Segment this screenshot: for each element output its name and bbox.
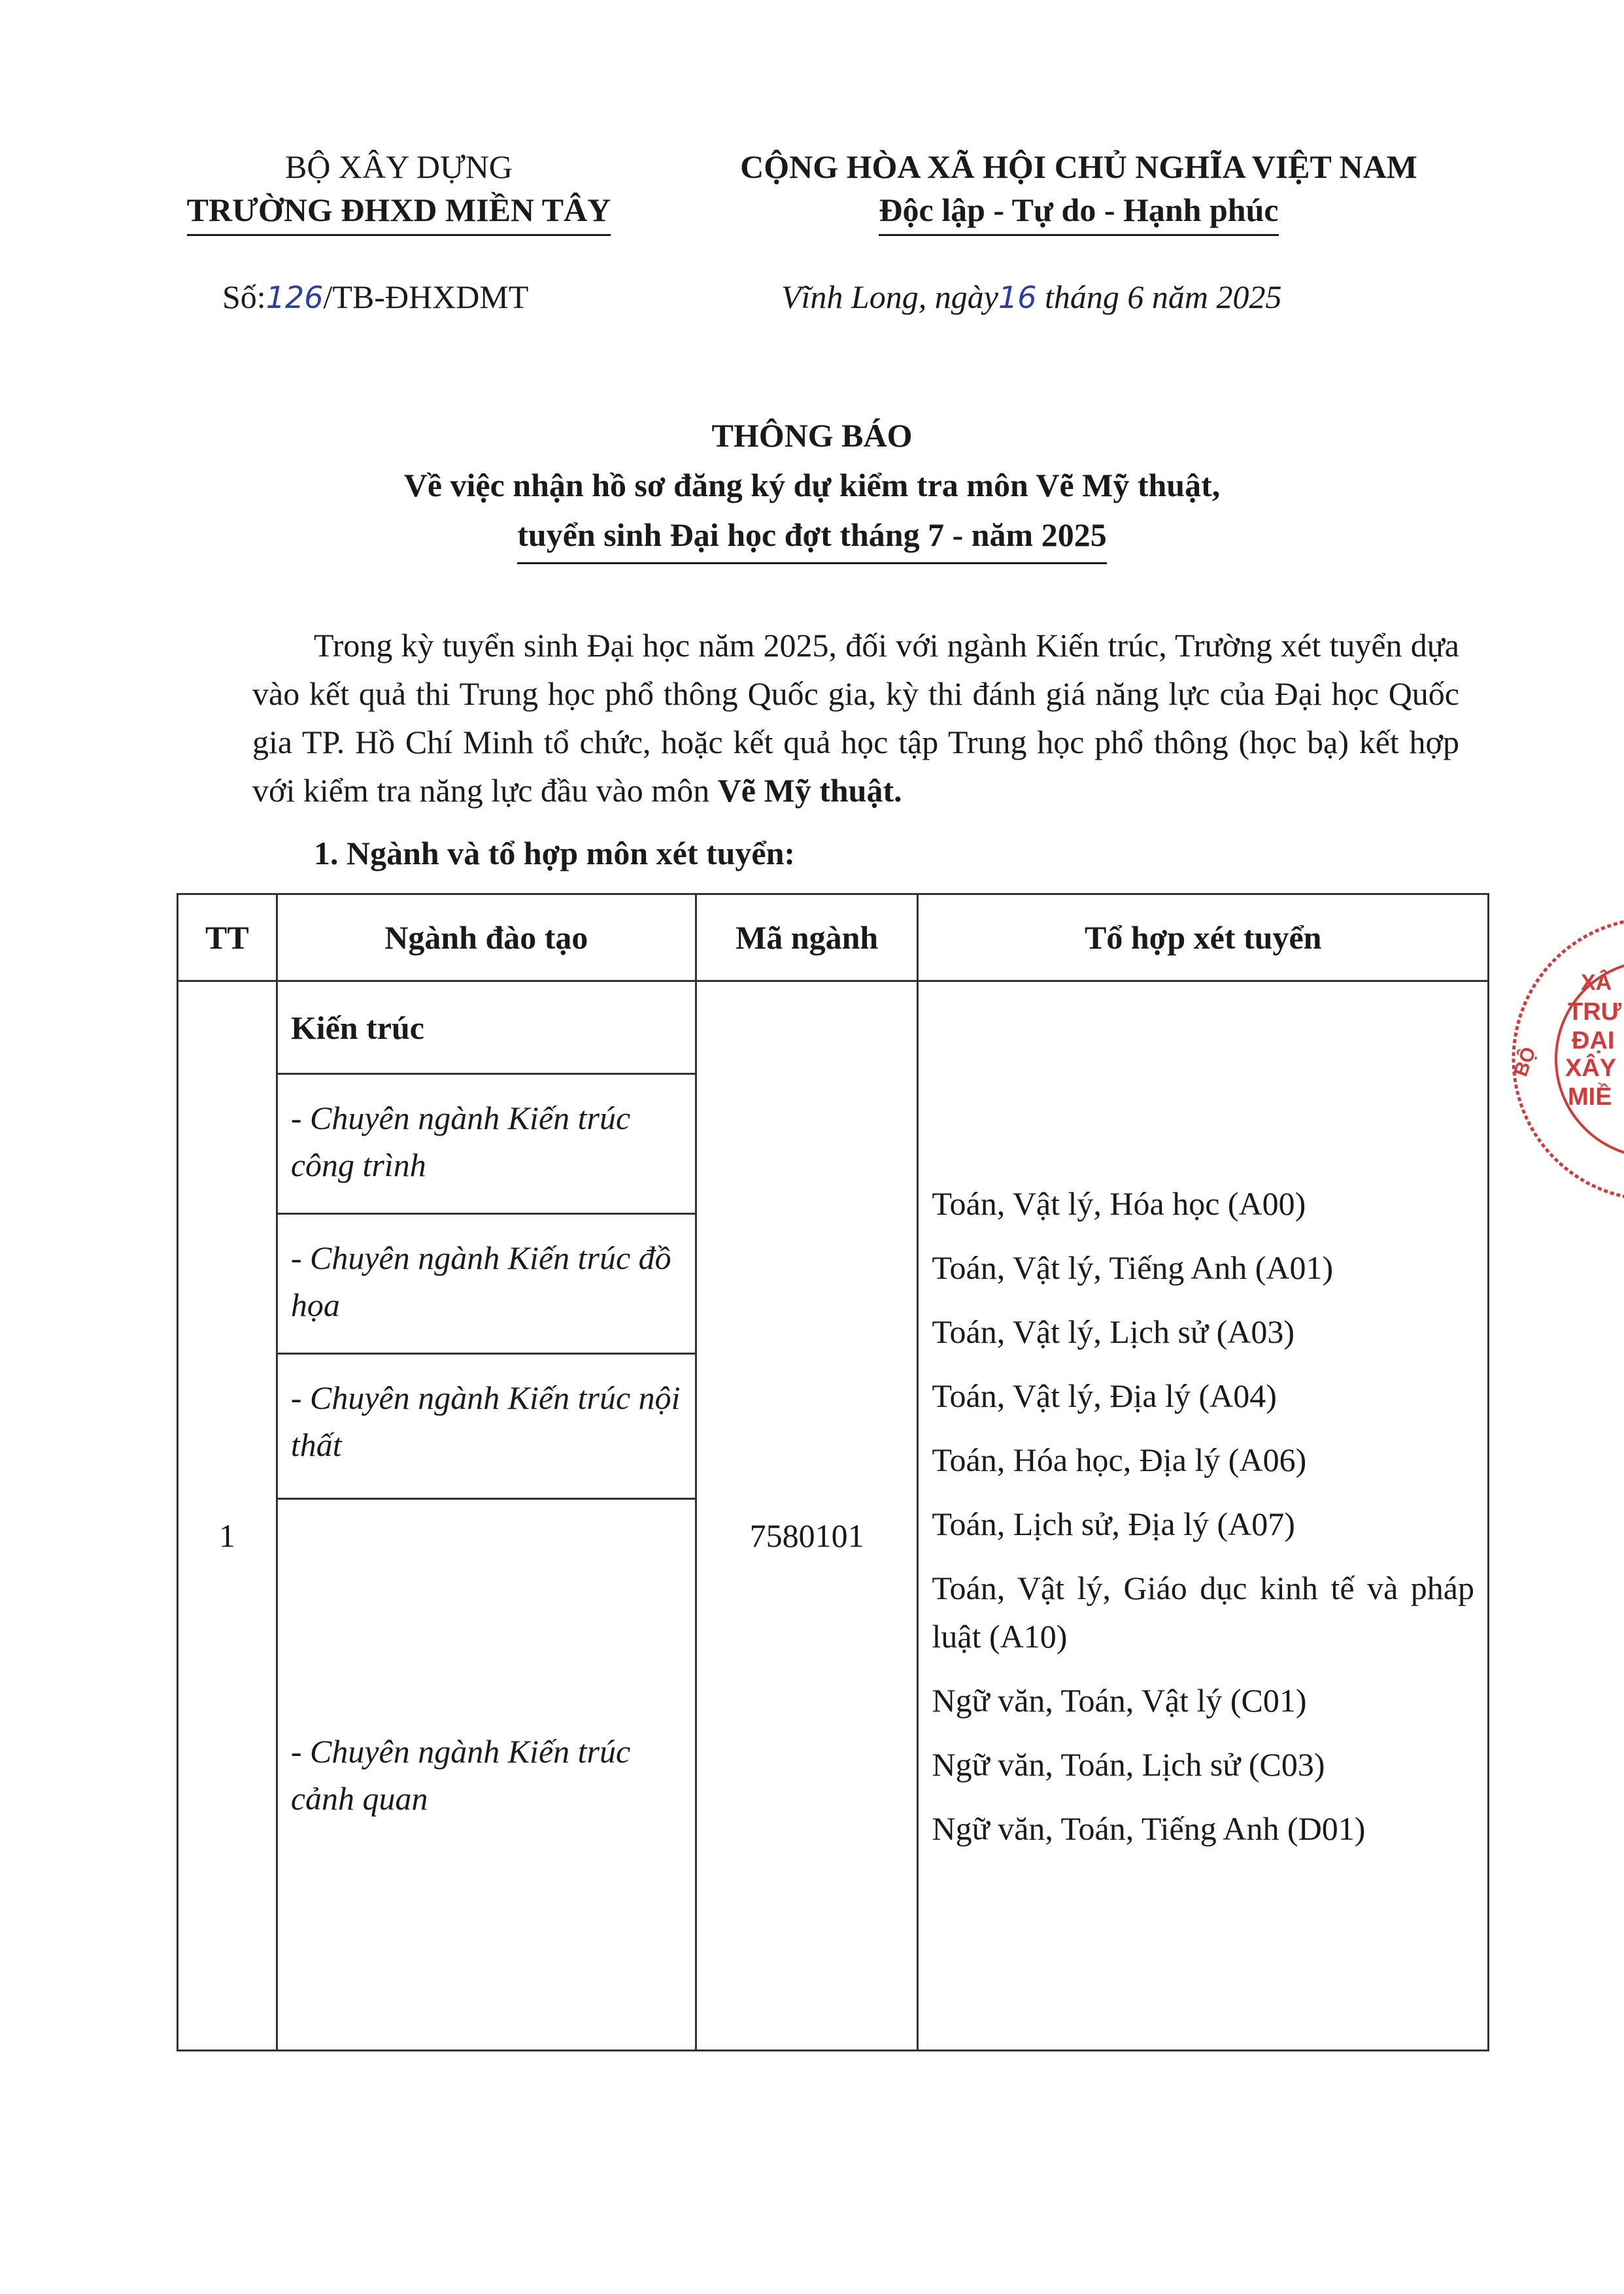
- notice-title: [0, 411, 1624, 564]
- handwritten-day: 16: [998, 280, 1037, 315]
- list-item: Toán, Vật lý, Tiếng Anh (A01): [932, 1249, 1334, 1286]
- header-combinations: Tổ hợp xét tuyển: [918, 894, 1489, 981]
- table-header-row: [178, 894, 1489, 981]
- list-item: Toán, Vật lý, Giáo dục kinh tế và pháp luật (A10): [932, 1570, 1474, 1655]
- ministry-name: BỘ XÂY DỰNG: [284, 148, 513, 185]
- place-date: Vĩnh Long, ngày16 tháng 6 năm 2025: [781, 278, 1282, 315]
- section-heading: 1. Ngành và tổ hợp môn xét tuyển:: [314, 835, 796, 871]
- specialization-cell: - Chuyên ngành Kiến trúc cảnh quan: [277, 1499, 696, 2051]
- agency-header: [150, 145, 647, 236]
- major-name: Kiến trúc: [277, 981, 696, 1074]
- majors-table: [177, 893, 1489, 2051]
- list-item: Ngữ văn, Toán, Vật lý (C01): [932, 1682, 1307, 1719]
- combination-list: [919, 1172, 1487, 1861]
- header-code: Mã ngành: [696, 894, 918, 981]
- row-number: 1: [178, 981, 277, 2051]
- document-number: Số:126/TB-ĐHXDMT: [222, 278, 529, 315]
- table-row: [178, 981, 1489, 1074]
- seal-text: MIỀ: [1568, 1083, 1612, 1111]
- seal-ring-text: BỘ: [1510, 1044, 1540, 1079]
- national-header: [680, 145, 1478, 236]
- title-line-1: THÔNG BÁO: [711, 417, 913, 454]
- intro-paragraph: Trong kỳ tuyển sinh Đại học năm 2025, đối với ngành Kiến trúc, Trường xét tuyển dựa vào kết quả thi Trung học phổ thông Quốc gia, kỳ thi đánh giá năng lực của Đại học Quốc gia TP. Hồ Chí Minh tổ chức, hoặc kết quả học tập Trung học phổ thông (học bạ) kết hợp với kiểm tra năng lực đầu vào môn Vẽ Mỹ thuật.: [252, 627, 1459, 809]
- republic-name: CỘNG HÒA XÃ HỘI CHỦ NGHĨA VIỆT NAM: [740, 148, 1417, 185]
- specialization-cell: - Chuyên ngành Kiến trúc công trình: [277, 1074, 696, 1214]
- list-item: Ngữ văn, Toán, Tiếng Anh (D01): [932, 1810, 1366, 1847]
- seal-text: TRƯ: [1568, 998, 1622, 1026]
- list-item: Toán, Hóa học, Địa lý (A06): [932, 1442, 1307, 1478]
- national-motto: Độc lập - Tự do - Hạnh phúc: [680, 188, 1478, 236]
- specialization-cell: - Chuyên ngành Kiến trúc nội thất: [277, 1354, 696, 1499]
- list-item: Toán, Vật lý, Lịch sử (A03): [932, 1313, 1295, 1350]
- list-item: Toán, Vật lý, Địa lý (A04): [932, 1377, 1277, 1414]
- intro-emphasis: Vẽ Mỹ thuật.: [717, 772, 902, 809]
- title-line-2: Về việc nhận hồ sơ đăng ký dự kiểm tra môn Vẽ Mỹ thuật,: [403, 467, 1221, 503]
- header-major: Ngành đào tạo: [277, 894, 696, 981]
- header-tt: TT: [178, 894, 277, 981]
- seal-text: XÂ: [1581, 970, 1612, 995]
- list-item: Ngữ văn, Toán, Lịch sử (C03): [932, 1746, 1325, 1783]
- title-line-3: tuyển sinh Đại học đợt tháng 7 - năm 2025: [0, 510, 1624, 564]
- seal-text: ĐẠI: [1572, 1027, 1615, 1054]
- official-seal: [1484, 909, 1624, 1209]
- seal-text: XÂY: [1565, 1054, 1617, 1082]
- list-item: Toán, Vật lý, Hóa học (A00): [932, 1185, 1306, 1222]
- combinations-cell: [918, 981, 1489, 2051]
- handwritten-number: 126: [265, 280, 324, 315]
- specialization-cell: - Chuyên ngành Kiến trúc đồ họa: [277, 1214, 696, 1354]
- major-code: 7580101: [696, 981, 918, 2051]
- school-name: TRƯỜNG ĐHXD MIỀN TÂY: [150, 188, 647, 236]
- list-item: Toán, Lịch sử, Địa lý (A07): [932, 1506, 1295, 1542]
- seal-graphic: [1484, 909, 1624, 1209]
